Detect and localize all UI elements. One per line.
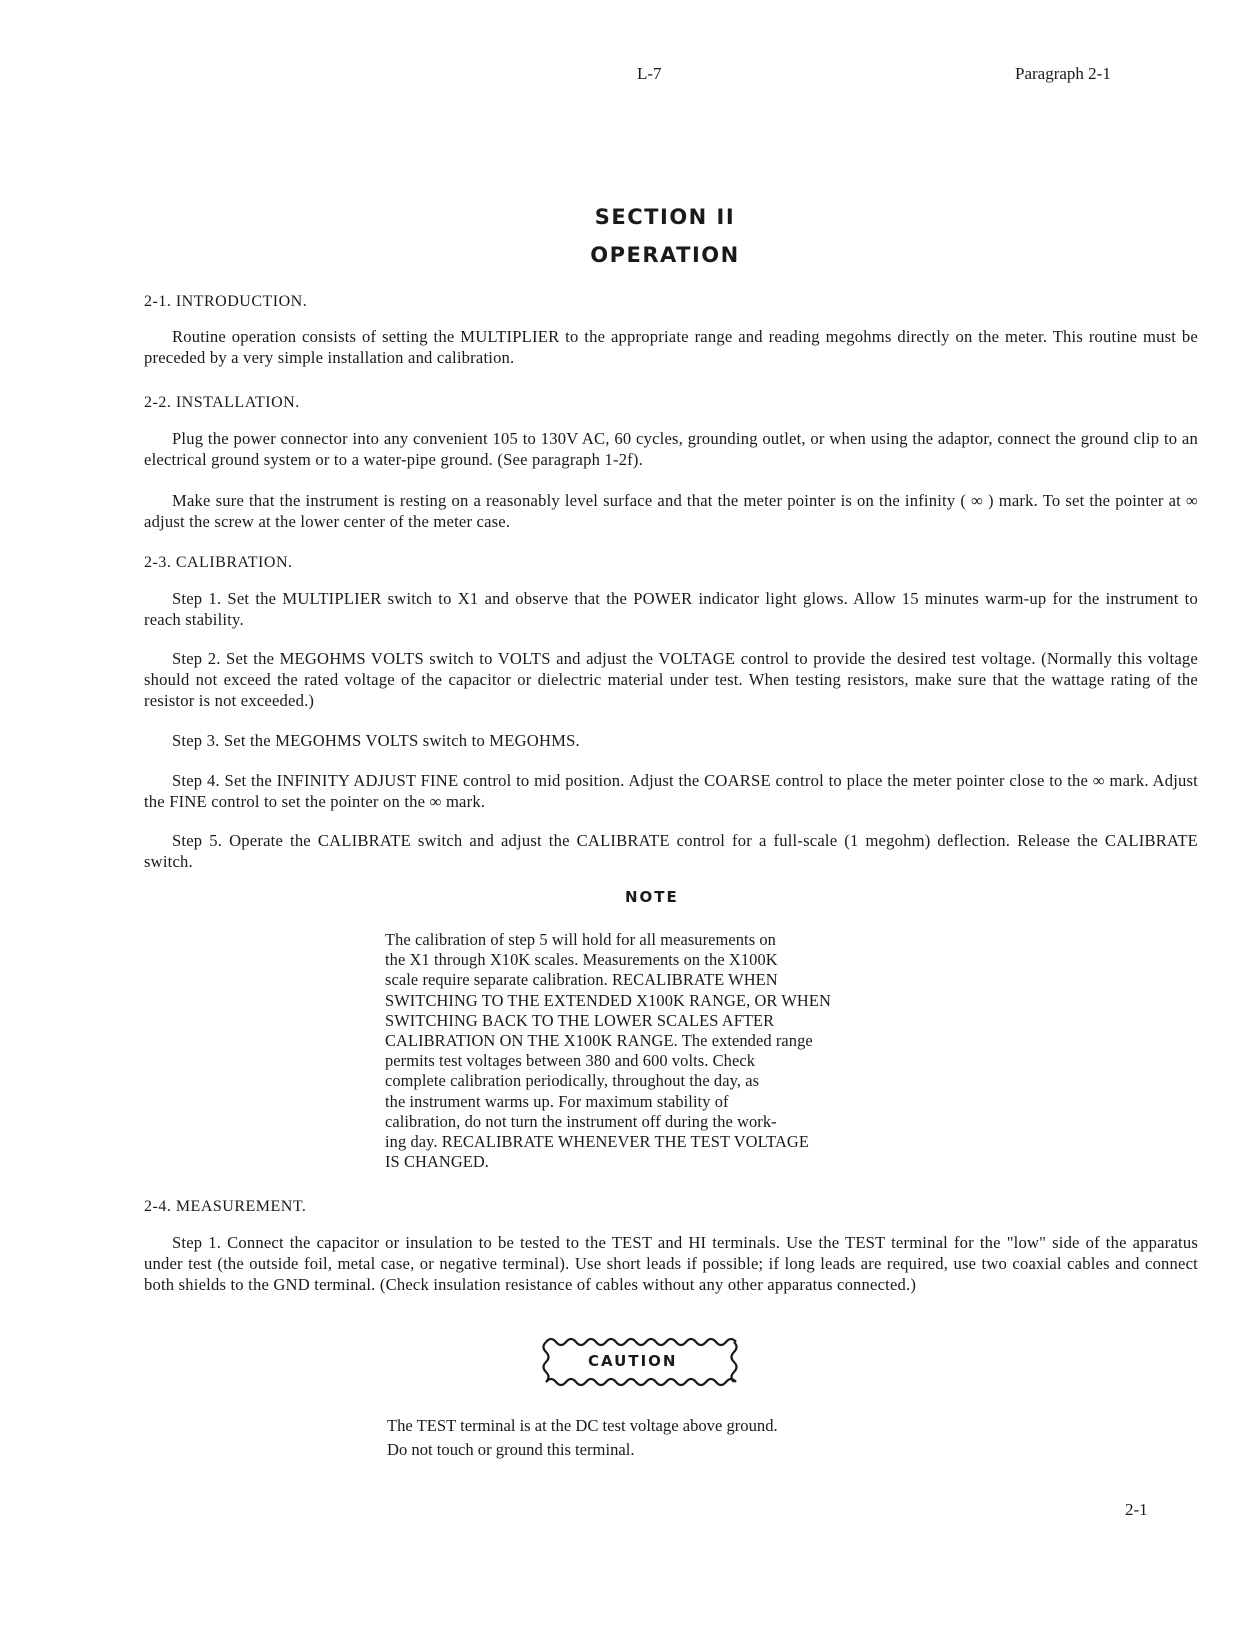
note-line: complete calibration periodically, throughout the day, as [385, 1071, 760, 1091]
caution-label: CAUTION [588, 1352, 678, 1370]
note-body [385, 930, 985, 1172]
caution-line: Do not touch or ground this terminal. [387, 1440, 635, 1459]
calibration-step-2: Step 2. Set the MEGOHMS VOLTS switch to VOLTS and adjust the VOLTAGE control to provide the desired test voltage. (Normally this voltage should not exceed the rated voltage of the capacitor or dielectric material under test. When testing resistors, make sure that the wattage rating of the resistor is not exceeded.) [144, 649, 1198, 710]
measurement-step-1: Step 1. Connect the capacitor or insulation to be tested to the TEST and HI terminals. Use the TEST terminal for the "low" side of the apparatus under test (the outside foil, metal case, or negative terminal). Use short leads if possible; if long leads are required, use two coaxial cables and connect both shields to the GND terminal. (Check insulation resistance of cables without any other apparatus connected.) [144, 1233, 1198, 1294]
calibration-step-4: Step 4. Set the INFINITY ADJUST FINE control to mid position. Adjust the COARSE control to place the meter pointer close to the ∞ mark. Adjust the FINE control to set the pointer on the ∞ mark. [144, 771, 1198, 811]
note-line: SWITCHING BACK TO THE LOWER SCALES AFTER [385, 1010, 775, 1030]
introduction-paragraph: Routine operation consists of setting the MULTIPLIER to the appropriate range and reading megohms directly on the meter. This routine must be preceded by a very simple installation and calibration. [144, 327, 1198, 367]
section-number: SECTION II [594, 205, 736, 229]
header-right-label: Paragraph 2-1 [1015, 64, 1111, 83]
calibration-step-1: Step 1. Set the MULTIPLIER switch to X1 and observe that the POWER indicator light glows. Allow 15 minutes warm-up for the instrument to reach stability. [144, 589, 1198, 629]
note-line: IS CHANGED. [385, 1152, 489, 1172]
heading-calibration: 2-3. CALIBRATION. [144, 554, 293, 571]
note-line: SWITCHING TO THE EXTENDED X100K RANGE, OR WHEN [385, 990, 831, 1010]
section-title: OPERATION [590, 243, 740, 267]
page-number: 2-1 [1125, 1500, 1148, 1519]
note-line: the X1 through X10K scales. Measurements on the X100K [385, 950, 778, 970]
note-label: NOTE [625, 888, 679, 906]
installation-paragraph-2: Make sure that the instrument is resting on a reasonably level surface and that the meter pointer is on the infinity ( ∞ ) mark. To set the pointer at ∞ adjust the screw at the lower center of the meter case. [144, 491, 1198, 531]
header-center-label: L-7 [637, 64, 662, 83]
note-line: ing day. RECALIBRATE WHENEVER THE TEST VOLTAGE [385, 1132, 809, 1152]
note-line: permits test voltages between 380 and 600 volts. Check [385, 1051, 756, 1071]
caution-frame [540, 1332, 740, 1392]
calibration-step-3: Step 3. Set the MEGOHMS VOLTS switch to MEGOHMS. [172, 731, 580, 750]
note-line: scale require separate calibration. RECALIBRATE WHEN [385, 970, 778, 990]
note-line: CALIBRATION ON THE X100K RANGE. The extended range [385, 1031, 813, 1051]
caution-body [387, 1414, 1007, 1462]
note-line: calibration, do not turn the instrument off during the work- [385, 1111, 777, 1131]
calibration-step-5: Step 5. Operate the CALIBRATE switch and adjust the CALIBRATE control for a full-scale (1 megohm) deflection. Release the CALIBRATE switch. [144, 831, 1198, 871]
note-line: the instrument warms up. For maximum stability of [385, 1091, 729, 1111]
note-line: The calibration of step 5 will hold for all measurements on [385, 930, 776, 949]
caution-line: The TEST terminal is at the DC test voltage above ground. [387, 1416, 778, 1435]
installation-paragraph-1: Plug the power connector into any convenient 105 to 130V AC, 60 cycles, grounding outlet, or when using the adaptor, connect the ground clip to an electrical ground system or to a water-pipe ground. (See paragraph 1-2f). [144, 429, 1198, 469]
heading-introduction: 2-1. INTRODUCTION. [144, 293, 308, 310]
heading-installation: 2-2. INSTALLATION. [144, 394, 300, 411]
heading-measurement: 2-4. MEASUREMENT. [144, 1198, 307, 1215]
